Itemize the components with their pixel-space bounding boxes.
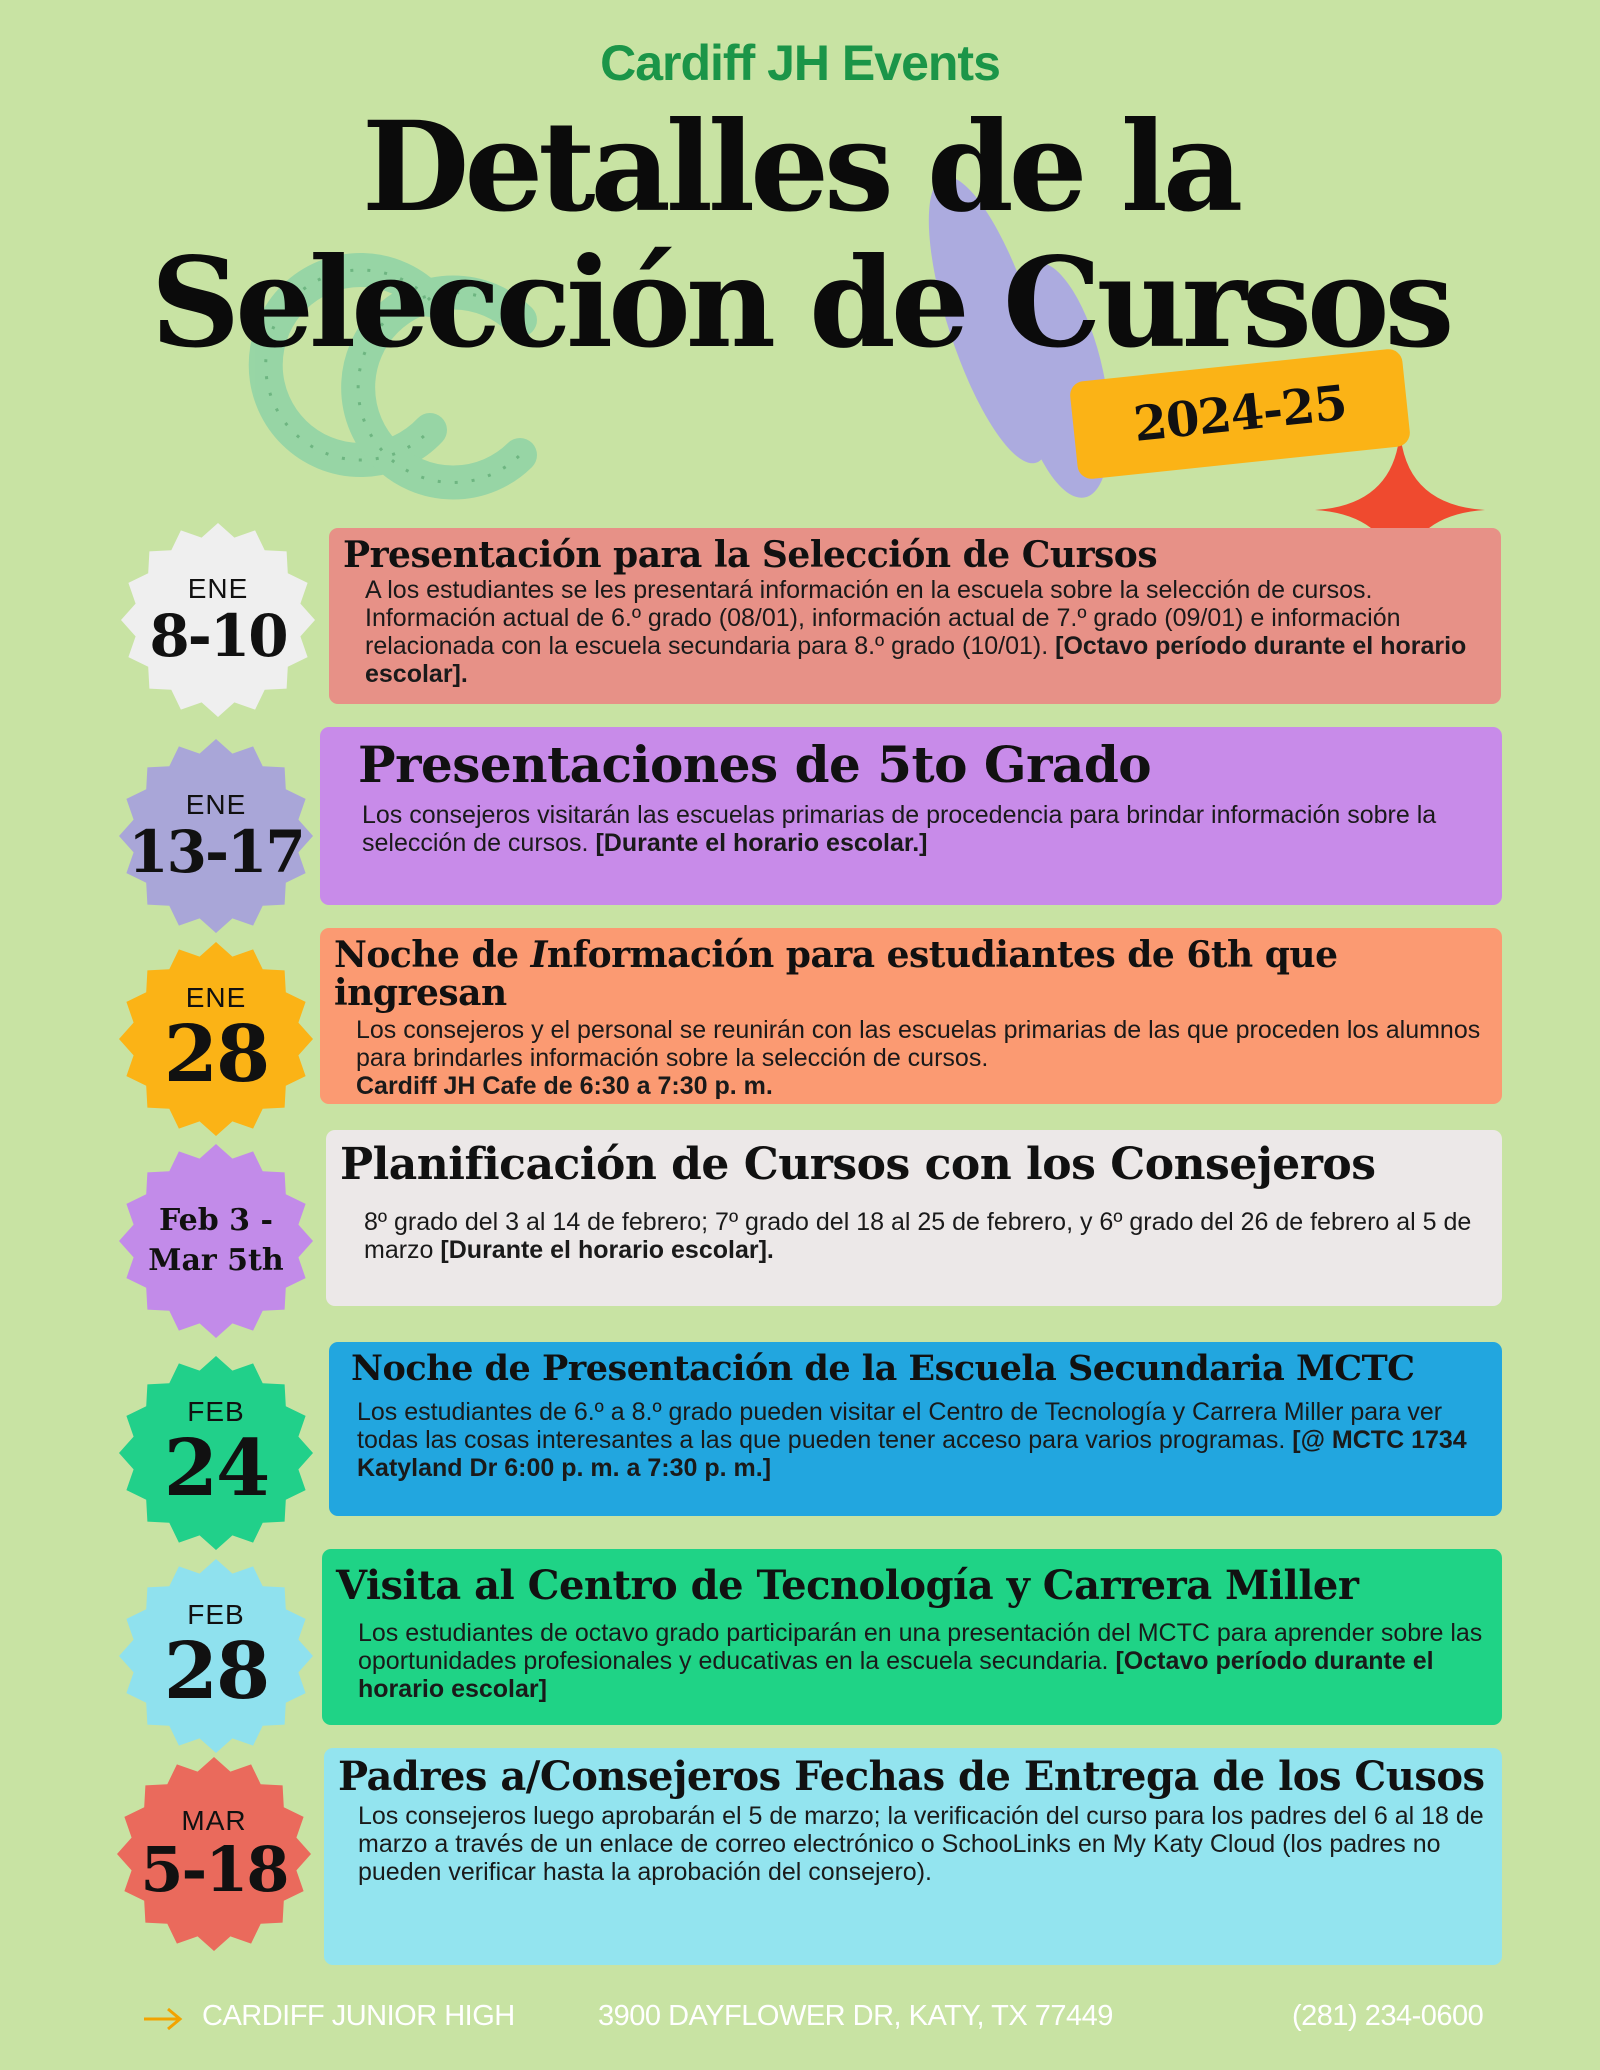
date-month: ENE: [185, 789, 247, 820]
date-seal-3: [118, 941, 314, 1137]
footer-school-name: CARDIFF JUNIOR HIGH: [202, 2000, 515, 2032]
date-seal-4: [118, 1143, 314, 1339]
date-month: MAR: [181, 1805, 247, 1836]
event-description: Los consejeros visitarán las escuelas primarias de procedencia para brindar información sobre la selección de cursos. [Durante el horario escolar.]: [362, 801, 1437, 857]
date-day: 28: [163, 1626, 269, 1717]
event-title: Padres a/Consejeros Fechas de Entrega de los Cusos: [338, 1753, 1485, 1800]
event-note: [@ MCTC 1734 Katyland Dr 6:00 p. m. a 7:30 p. m.]: [357, 1426, 1467, 1482]
event-note: [Durante el horario escolar.]: [595, 829, 928, 857]
event-card-2: [320, 727, 1502, 905]
date-month: ENE: [187, 573, 249, 604]
event-note: [Octavo período durante el horario escolar].: [365, 632, 1467, 688]
page-title-line-1: Detalles de la: [361, 95, 1239, 240]
date-day: 8-10: [149, 602, 287, 670]
event-card-6: [322, 1549, 1502, 1725]
date-seal-6: [118, 1558, 314, 1754]
date-day: 28: [163, 1009, 269, 1100]
event-card-7: [324, 1748, 1502, 1965]
date-seal-7: [116, 1756, 312, 1952]
event-description: Los consejeros luego aprobarán el 5 de marzo; la verificación del curso para los padres del 6 al 18 de marzo a través de un enlace de correo electrónico o SchooLinks en My Katy Cloud (los padres no pueden verificar hasta la aprobación del consejero).: [358, 1802, 1484, 1886]
date-day: 24: [163, 1423, 269, 1514]
event-description: 8º grado del 3 al 14 de febrero; 7º grado del 18 al 25 de febrero, y 6º grado del 26 de febrero al 5 de marzo [Durante el horario escolar].: [364, 1208, 1472, 1264]
event-description: A los estudiantes se les presentará información en la escuela sobre la selección de cursos. Información actual de 6.º grado (08/01), información actual de 7.º grado (09/01) e información relacionada con la escuela secundaria para 8.º grado (10/01). [Octavo período durante el horario escolar].: [365, 576, 1467, 688]
page-title-line-2: Selección de Cursos: [150, 231, 1450, 376]
date-month: FEB: [187, 1599, 245, 1630]
event-title: Presentaciones de 5to Grado: [358, 735, 1152, 794]
event-title: Visita al Centro de Tecnología y Carrera Miller: [336, 1562, 1359, 1609]
event-kicker: Cardiff JH Events: [600, 35, 1000, 91]
event-note: [Octavo período durante el horario escolar]: [358, 1647, 1434, 1703]
event-description: Los estudiantes de 6.º a 8.º grado pueden visitar el Centro de Tecnología y Carrera Miller para ver todas las cosas interesantes a las que pueden tener acceso para varios programas. [@ MCTC 1734 Katyland Dr 6:00 p. m. a 7:30 p. m.]: [357, 1398, 1467, 1482]
date-seal-1: [120, 522, 316, 718]
event-description: Los consejeros y el personal se reunirán con las escuelas primarias de las que proceden los alumnos para brindarles información sobre la selección de cursos. Cardiff JH Cafe de 6:30 a 7:30 p. m.: [356, 1016, 1481, 1100]
date-day: 13-17: [128, 818, 304, 886]
event-card-4: [326, 1130, 1502, 1306]
event-title: Presentación para la Selección de Cursos: [343, 534, 1158, 576]
date-seal-5: [118, 1355, 314, 1551]
year-label: 2024-25: [1131, 375, 1349, 453]
event-card-1: [329, 528, 1501, 704]
date-seal-2: [118, 738, 314, 934]
footer-phone[interactable]: (281) 234-0600: [1292, 2000, 1484, 2032]
event-card-3: [320, 928, 1502, 1104]
date-month: ENE: [185, 982, 247, 1013]
event-title: Noche de Información para estudiantes de 6th que ingresan: [334, 934, 1338, 1014]
event-description: Los estudiantes de octavo grado participarán en una presentación del MCTC para aprender sobre las oportunidades profesionales y educativas en la escuela secundaria. [Octavo período durante el horario escolar]: [358, 1619, 1483, 1703]
date-day: Feb 3 - Mar 5th: [148, 1202, 284, 1278]
event-title: Planificación de Cursos con los Consejeros: [340, 1139, 1376, 1190]
event-card-5: [329, 1342, 1502, 1516]
event-title: Noche de Presentación de la Escuela Secundaria MCTC: [351, 1348, 1415, 1389]
date-day: 5-18: [140, 1833, 288, 1906]
footer-address: 3900 DAYFLOWER DR, KATY, TX 77449: [598, 2000, 1113, 2032]
arrow-right-icon: [142, 2006, 184, 2032]
event-note: Cardiff JH Cafe de 6:30 a 7:30 p. m.: [356, 1072, 773, 1100]
date-month: FEB: [187, 1396, 245, 1427]
event-note: [Durante el horario escolar].: [440, 1236, 774, 1264]
